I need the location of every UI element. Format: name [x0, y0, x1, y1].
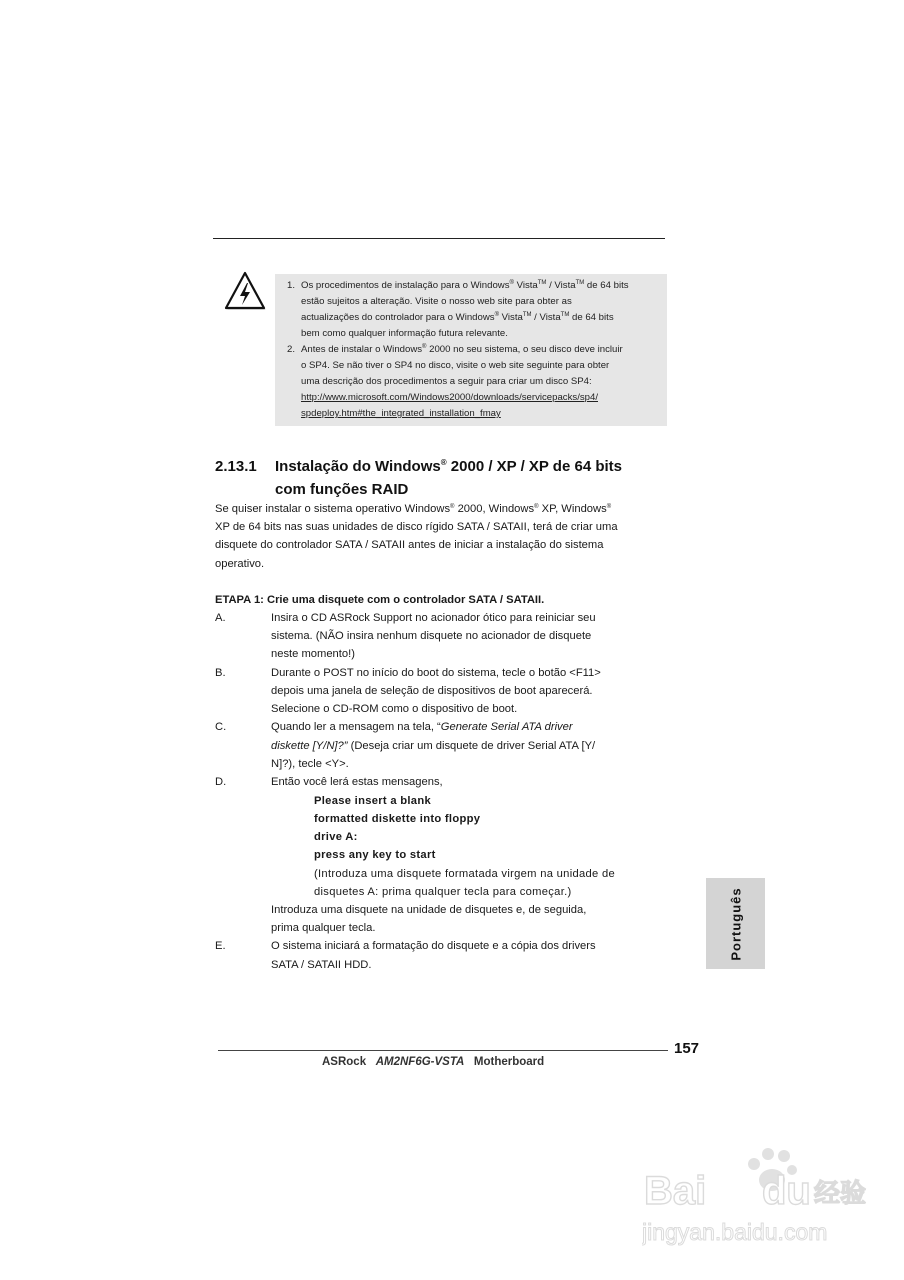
prompt-line-1: Please insert a blank	[314, 795, 431, 807]
page-number: 157	[674, 1040, 700, 1057]
step-d-line-1: Então você lerá estas mensagens,	[271, 776, 443, 788]
prompt-translation-line-1: (Introduza uma disquete formatada virgem na unidade de	[314, 868, 616, 880]
note-item-1-line-3: actualizações do controlador para o Windows® Vista™ / Vista™ de 64 bits	[301, 312, 614, 323]
step-a-line-2: sistema. (NÃO insira nenhum disquete no acionador de disquete	[271, 630, 592, 642]
note-item-2-line-1: Antes de instalar o Windows® 2000 no seu sistema, o seu disco deve incluir	[301, 344, 623, 355]
sp4-link-line-2[interactable]: spdeploy.htm#the_integrated_installation_fmay	[301, 408, 501, 419]
step1-title: ETAPA 1: Crie uma disquete com o controlador SATA / SATAII.	[215, 594, 545, 606]
top-divider	[213, 238, 665, 239]
step-e-line-1: O sistema iniciará a formatação do disquete e a cópia dos drivers	[271, 940, 596, 952]
section-title-line-1: Instalação do Windows® 2000 / XP / XP de 64 bits	[275, 458, 623, 475]
step-c-line-2: diskette [Y/N]?” (Deseja criar um disquete de driver Serial ATA [Y/	[271, 740, 596, 752]
step-e-line-2: SATA / SATAII HDD.	[271, 959, 372, 971]
step-d-label: D.	[215, 776, 227, 788]
step-a-line-1: Insira o CD ASRock Support no acionador ótico para reiniciar seu	[271, 612, 596, 624]
footer-product: Motherboard	[473, 1056, 545, 1068]
footer-text	[322, 1056, 544, 1068]
step-d-after-line-2: prima qualquer tecla.	[271, 922, 376, 934]
section-title-line-2: com funções RAID	[275, 481, 409, 498]
warning-icon	[224, 270, 266, 312]
prompt-translation-line-2: disquetes A: prima qualquer tecla para começar.)	[314, 886, 572, 898]
footer-brand: ASRock	[322, 1056, 367, 1068]
footer-divider	[218, 1050, 668, 1051]
svg-text:jingyan.baidu.com: jingyan.baidu.com	[642, 1219, 828, 1245]
language-tab-label: Português	[728, 886, 743, 961]
note-item-1-line-2: estão sujeitos a alteração. Visite o nosso web site para obter as	[301, 296, 572, 307]
sp4-link-line-1[interactable]: http://www.microsoft.com/Windows2000/downloads/servicepacks/sp4/	[301, 392, 598, 403]
note-item-2-line-2: o SP4. Se não tiver o SP4 no disco, visite o web site seguinte para obter	[301, 360, 610, 371]
caution-note-box: 1. Os procedimentos de instalação para o Windows® Vista™ / Vista™ de 64 bits estão sujeitos a alteração. Visite o nosso web site para obter as actualizações do controlador para o Windows® Vista™ / Vista™ de 64 bits bem como qualquer informação futura relevante. 2. Antes de instalar o Windows® 2000 no seu sistema, o seu disco deve incluir o SP4. Se não tiver o SP4 no disco, visite o web site seguinte para obter uma descrição dos procedimentos a seguir para criar um disco SP4: http://www.microsoft.com/Windows2000/downloads/servicepacks/sp4/ spdeploy.htm#the_integrated_installation_fmay	[275, 274, 667, 426]
intro-line-1: Se quiser instalar o sistema operativo Windows® 2000, Windows® XP, Windows®	[215, 503, 612, 515]
step-d-after-line-1: Introduza uma disquete na unidade de disquetes e, de seguida,	[271, 904, 587, 916]
step-c-label: C.	[215, 721, 227, 733]
prompt-line-3: drive A:	[314, 831, 358, 843]
step-e-label: E.	[215, 940, 226, 952]
language-side-tab	[706, 878, 765, 969]
step-c-line-3: N]?), tecle <Y>.	[271, 758, 349, 770]
note-item-1-line-4: bem como qualquer informação futura relevante.	[301, 328, 508, 339]
step-a-line-3: neste momento!)	[271, 648, 355, 660]
step-b-line-1: Durante o POST no início do boot do sistema, tecle o botão <F11>	[271, 667, 601, 679]
intro-line-3: disquete do controlador SATA / SATAII antes de iniciar a instalação do sistema	[215, 539, 604, 551]
svg-text:Bai: Bai	[644, 1169, 707, 1213]
section-number: 2.13.1	[215, 458, 257, 475]
baidu-watermark	[642, 1140, 892, 1250]
step-a-label: A.	[215, 612, 226, 624]
note-item-1-line-1: Os procedimentos de instalação para o Windows® Vista™ / Vista™ de 64 bits	[301, 280, 629, 291]
intro-line-4: operativo.	[215, 558, 265, 570]
svg-text:du: du	[762, 1169, 811, 1213]
step-c-line-1: Quando ler a mensagem na tela, “Generate Serial ATA driver	[271, 721, 573, 733]
footer-model: AM2NF6G-VSTA	[375, 1056, 465, 1068]
step-b-line-3: Selecione o CD-ROM como o dispositivo de boot.	[271, 703, 518, 715]
step-b-line-2: depois uma janela de seleção de dispositivos de boot aparecerá.	[271, 685, 593, 697]
step-b-label: B.	[215, 667, 226, 679]
svg-text:经验: 经验	[814, 1179, 867, 1209]
intro-line-2: XP de 64 bits nas suas unidades de disco rígido SATA / SATAII, terá de criar uma	[215, 521, 618, 533]
note-item-2-line-3: uma descrição dos procedimentos a seguir para criar um disco SP4:	[301, 376, 592, 387]
prompt-line-4: press any key to start	[314, 849, 436, 861]
prompt-line-2: formatted diskette into floppy	[314, 813, 481, 825]
